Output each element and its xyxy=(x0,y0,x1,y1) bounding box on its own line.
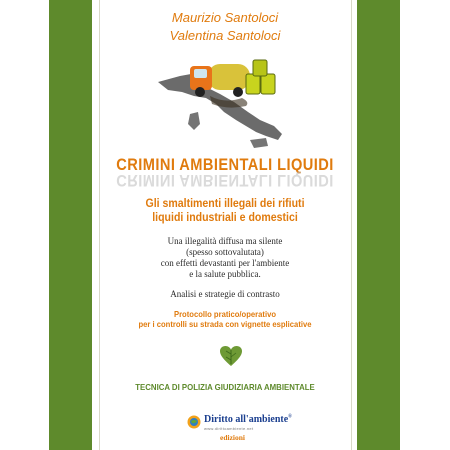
green-heart-icon xyxy=(219,345,243,367)
barrel-3 xyxy=(253,60,267,76)
barrel-2 xyxy=(261,74,275,94)
author-2: Valentina Santoloci xyxy=(169,28,281,43)
protocol-text xyxy=(23,309,428,329)
barrel-1 xyxy=(246,74,260,94)
description-line: con effetti devastanti per l'ambiente xyxy=(160,258,290,268)
sicily-shape xyxy=(250,138,268,148)
subtitle-line: liquidi industriali e domestici xyxy=(152,210,298,224)
book-description xyxy=(0,236,450,280)
protocol-line: Protocollo pratico/operativo xyxy=(173,309,277,319)
protocol-line: per i controlli su strada con vignette esplicative xyxy=(138,319,312,329)
sun-globe-icon xyxy=(187,415,201,429)
sardinia-shape xyxy=(188,112,200,130)
truck-tank xyxy=(208,64,250,90)
truck-wheel-rear xyxy=(233,87,243,97)
book-title: CRIMINI AMBIENTALI LIQUIDI xyxy=(116,155,334,174)
cover-illustration-italy-truck xyxy=(150,52,305,152)
publisher-url: www.dirittoambiente.net xyxy=(204,426,254,431)
subtitle-line: Gli smaltimenti illegali dei rifiuti xyxy=(145,196,305,210)
publisher-imprint: edizioni xyxy=(220,433,246,442)
book-title-reflection: CRIMINI AMBIENTALI LIQUIDI xyxy=(116,171,334,190)
analysis-line: Analisi e strategie di contrasto xyxy=(170,289,280,299)
description-line: (spesso sottovalutata) xyxy=(186,247,264,257)
trademark-symbol: ® xyxy=(288,414,292,420)
truck-window xyxy=(194,69,207,78)
series-title: TECNICA DI POLIZIA GIUDIZIARIA AMBIENTALE xyxy=(135,382,315,392)
publisher-name: Diritto all'ambiente® xyxy=(204,414,292,425)
description-line: e la salute pubblica. xyxy=(189,269,261,279)
description-line: Una illegalità diffusa ma silente xyxy=(167,236,283,246)
truck-wheel-front xyxy=(195,87,205,97)
publisher-logo-block xyxy=(187,412,292,446)
book-subtitle xyxy=(27,196,423,224)
author-1: Maurizio Santoloci xyxy=(171,10,279,25)
